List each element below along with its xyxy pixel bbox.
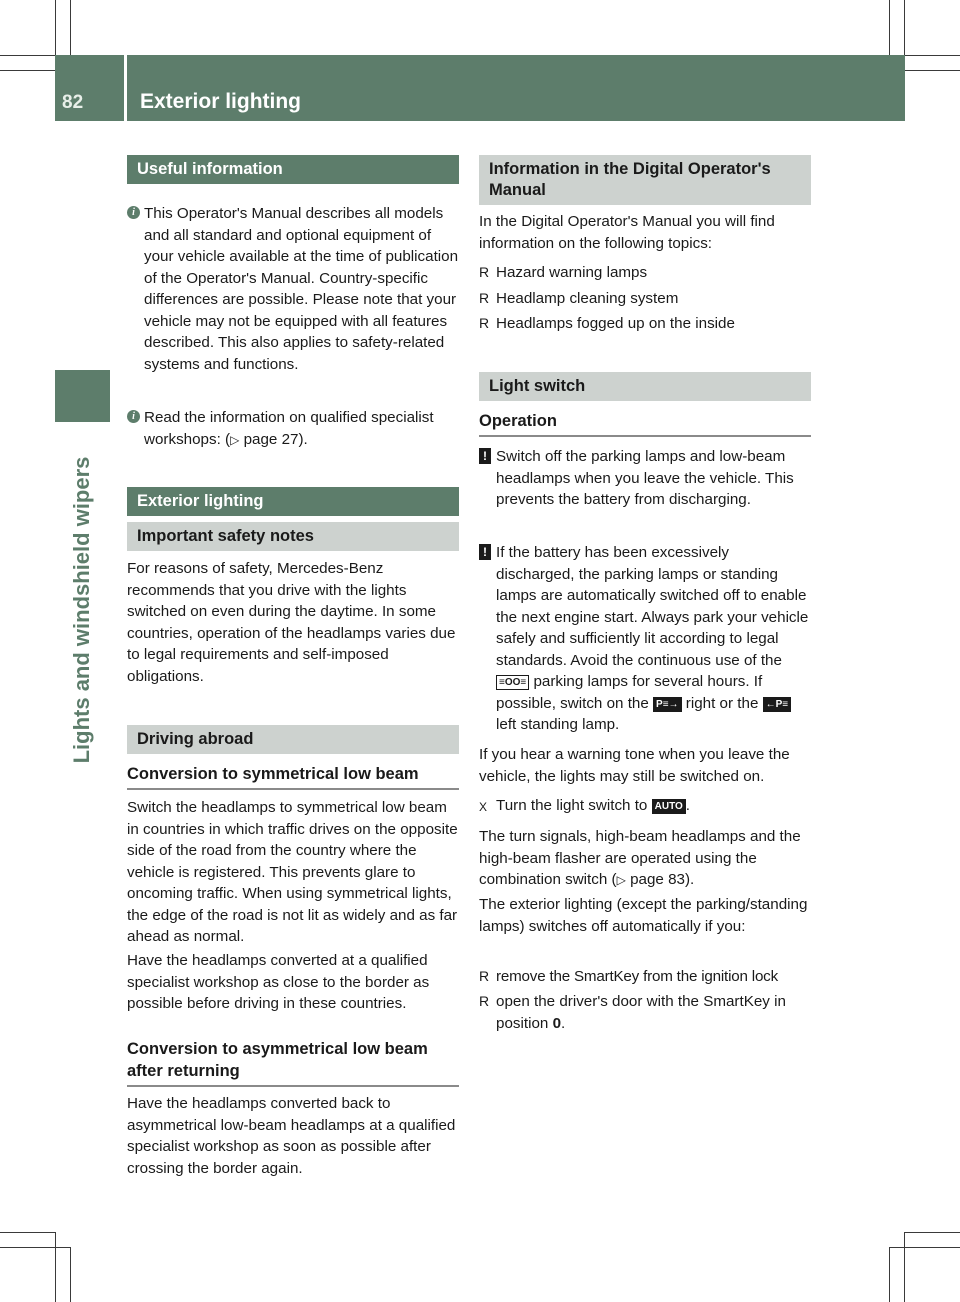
bullet: R — [479, 264, 490, 280]
page-ref-link[interactable]: page 83). — [630, 871, 695, 888]
symmetrical-text-2: Have the headlamps converted at a qualified specialist workshop as close to the border as possible before driving in these countries. — [127, 952, 430, 1012]
warning-note-1 — [479, 446, 811, 511]
bullet: R — [479, 993, 490, 1009]
warning-icon: ! — [479, 544, 491, 560]
crop-mark — [0, 1232, 55, 1233]
warning-icon: ! — [479, 448, 491, 464]
warning-note-2: ! If the battery has been excessively discharged, the parking lamps or standing lamps are automatically switched off to enable the next engine start. Always park your vehicle safely and sufficiently lit according to legal standards. Avoid the continuous use of the ≡OO≡ parking lamps for several hours. If possible, switch on the P≡→ right or the ←P≡ left standing lamp. — [479, 542, 811, 736]
crop-mark — [905, 1232, 960, 1233]
bullet: R — [479, 290, 490, 306]
light-switch-heading: Light switch — [479, 372, 811, 401]
section-tab-marker — [55, 370, 110, 422]
digital-manual-heading: Information in the Digital Operator's Manual — [479, 155, 811, 205]
page-number: 82 — [62, 92, 84, 113]
bullet: R — [479, 968, 490, 984]
crop-mark — [889, 0, 890, 55]
info-note-2 — [127, 407, 459, 451]
symmetrical-text: Switch the headlamps to symmetrical low beam in countries in which traffic drives on the opposite side of the road from the country where the vehicle is registered. This prevents glare to oncoming traffic. When using symmetrical lights, the edge of the road is not lit as widely and as far ahead as normal. — [127, 799, 458, 945]
list-item: R remove the SmartKey from the ignition lock — [479, 966, 811, 988]
crop-mark — [70, 0, 71, 55]
left-standing-lamp-icon: ←P≡ — [763, 697, 792, 712]
symmetrical-heading: Conversion to symmetrical low beam — [127, 763, 459, 790]
info-note-2-text: Read the information on qualified specialist workshops: ( — [144, 409, 434, 448]
list-item: R open the driver's door with the SmartKey in position 0. — [479, 993, 786, 1032]
list-item: R Headlamps fogged up on the inside — [479, 313, 811, 335]
warning-note-1-text: Switch off the parking lamps and low-beam headlamps when you leave the vehicle. This prevents the battery from discharging. — [496, 448, 794, 508]
crop-mark — [0, 1247, 70, 1248]
turn-signal-text: The turn signals, high-beam headlamps and the high-beam flasher are operated using the combination switch (▷ page 83). — [479, 828, 801, 888]
info-icon: i — [127, 206, 140, 219]
step-arrow-icon: X — [479, 800, 488, 814]
safety-notes-heading: Important safety notes — [127, 522, 459, 551]
asymmetrical-heading: Conversion to asymmetrical low beam after returning — [127, 1038, 459, 1087]
crop-mark — [890, 1247, 960, 1248]
operation-heading: Operation — [479, 410, 811, 437]
page-title: Exterior lighting — [140, 90, 302, 113]
asymmetrical-text: Have the headlamps converted back to asymmetrical low-beam headlamps at a qualified specialist workshop as soon as possible after crossing the border again. — [127, 1095, 456, 1177]
header-divider — [124, 55, 127, 121]
exterior-auto-off-text: The exterior lighting (except the parking/standing lamps) switches off automatically if you: — [479, 896, 808, 935]
crop-mark — [904, 1232, 905, 1302]
page-ref-icon: ▷ — [616, 873, 626, 887]
driving-abroad-heading: Driving abroad — [127, 725, 459, 754]
warning-tone-text: If you hear a warning tone when you leave the vehicle, the lights may still be switched on. — [479, 746, 790, 785]
list-item: R Headlamp cleaning system — [479, 288, 811, 310]
safety-notes-text: For reasons of safety, Mercedes-Benz recommends that you drive with the lights switched on even during the daytime. In some countries, operation of the headlamps varies due to legal requirements and self-imposed obligations. — [127, 560, 456, 685]
page-ref-link[interactable]: page 27). — [243, 430, 308, 448]
page-ref-icon: ▷ — [230, 432, 240, 447]
crop-mark — [889, 1247, 890, 1302]
parking-lamp-icon: ≡OO≡ — [496, 675, 529, 690]
crop-mark — [0, 70, 55, 71]
useful-info-heading: Useful information — [127, 155, 459, 184]
digital-manual-intro: In the Digital Operator's Manual you will find information on the following topics: — [479, 213, 775, 252]
list-item: R Hazard warning lamps — [479, 262, 811, 284]
crop-mark — [905, 70, 960, 71]
info-note-1 — [127, 203, 459, 375]
info-icon: i — [127, 410, 140, 423]
crop-mark — [70, 1247, 71, 1302]
exterior-lighting-heading: Exterior lighting — [127, 487, 459, 516]
instruction-step: X Turn the light switch to AUTO . — [479, 795, 811, 817]
auto-position-icon: AUTO — [652, 799, 686, 814]
crop-mark — [55, 1232, 56, 1302]
bullet: R — [479, 315, 490, 331]
info-note-1-text: This Operator's Manual describes all models and all standard and optional equipment of your vehicle available at the time of publication of the Operator's Manual. Country-specific differences are possible. Please note that your vehicle may not be equipped with all features described. This also applies to safety-related systems and functions. — [144, 205, 459, 373]
right-standing-lamp-icon: P≡→ — [653, 697, 682, 712]
section-tab-label: Lights and windshield wipers — [69, 456, 94, 764]
